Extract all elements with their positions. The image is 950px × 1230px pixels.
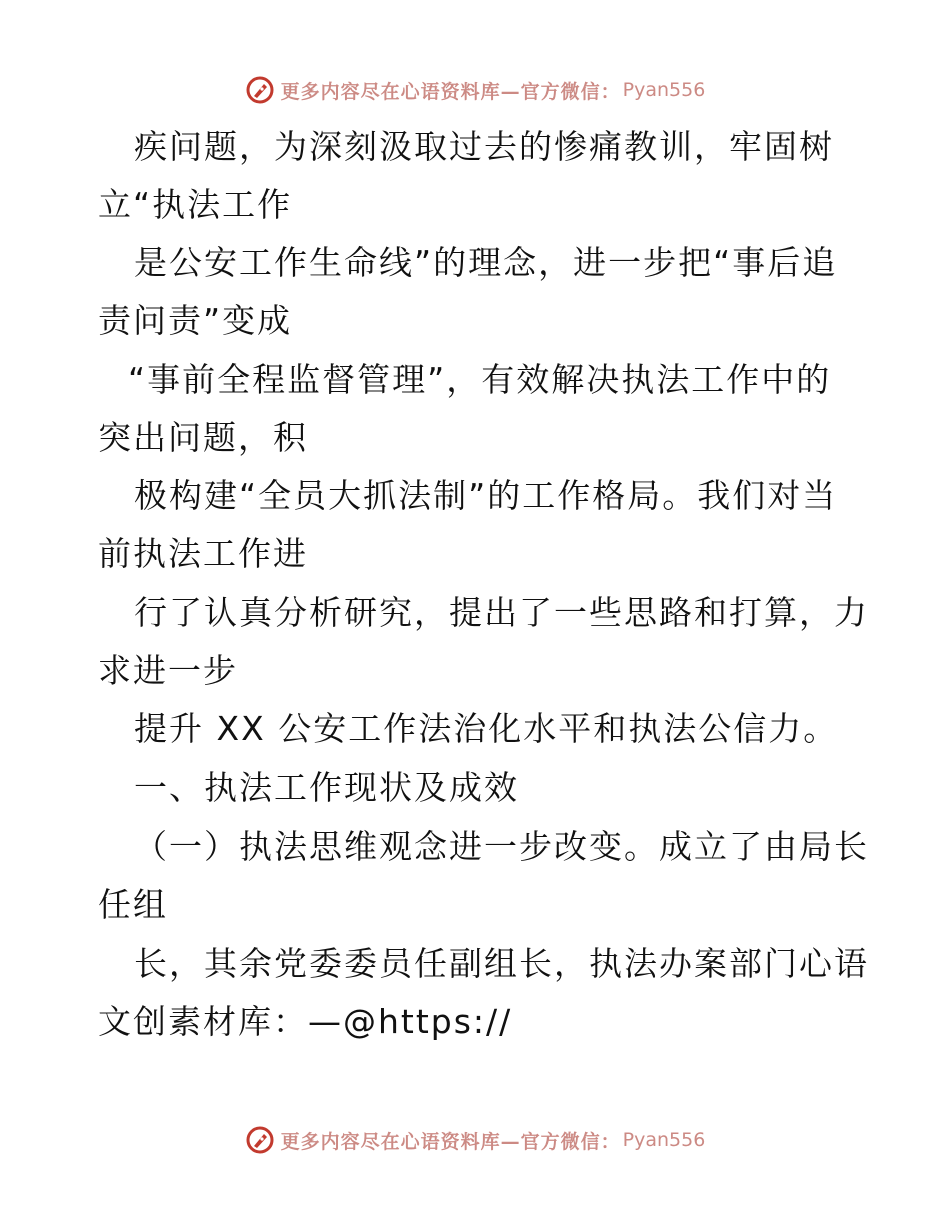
header-wechat-id: Pyan556	[622, 79, 706, 101]
body-line: 行了认真分析研究，提出了一些思路和打算，力	[134, 593, 869, 632]
body-line: 前执法工作进	[98, 534, 308, 573]
footer-watermark-banner	[0, 1120, 950, 1160]
pen-nib-logo-icon	[245, 75, 275, 105]
header-watermark-text: 更多内容尽在心语资料库—官方微信：	[280, 80, 621, 103]
body-line: 是公安工作生命线”的理念，进一步把“事后追	[134, 243, 838, 282]
body-line: “事前全程监督管理”，有效解决执法工作中的	[128, 360, 832, 399]
subsection-heading: （一）执法思维观念进一步改变。成立了由局长	[134, 827, 869, 866]
body-line: 文创素材库：—@https://	[98, 1002, 513, 1041]
body-line: 长，其余党委委员任副组长，执法办案部门心语	[134, 944, 869, 983]
body-line: 任组	[98, 885, 168, 924]
body-line: 责问责”变成	[98, 301, 293, 340]
body-line: 疾问题，为深刻汲取过去的惨痛教训，牢固树	[134, 127, 834, 166]
section-heading: 一、执法工作现状及成效	[134, 768, 519, 807]
header-watermark-banner	[0, 70, 950, 110]
pen-nib-logo-icon	[245, 1125, 275, 1155]
body-line: 立“执法工作	[98, 185, 293, 224]
footer-wechat-id: Pyan556	[622, 1129, 706, 1151]
body-line: 极构建“全员大抓法制”的工作格局。我们对当	[134, 476, 838, 515]
footer-watermark-text: 更多内容尽在心语资料库—官方微信：	[280, 1130, 621, 1153]
body-line: 提升 XX 公安工作法治化水平和执法公信力。	[134, 709, 839, 748]
body-line: 求进一步	[98, 651, 238, 690]
body-line: 突出问题，积	[98, 418, 308, 457]
